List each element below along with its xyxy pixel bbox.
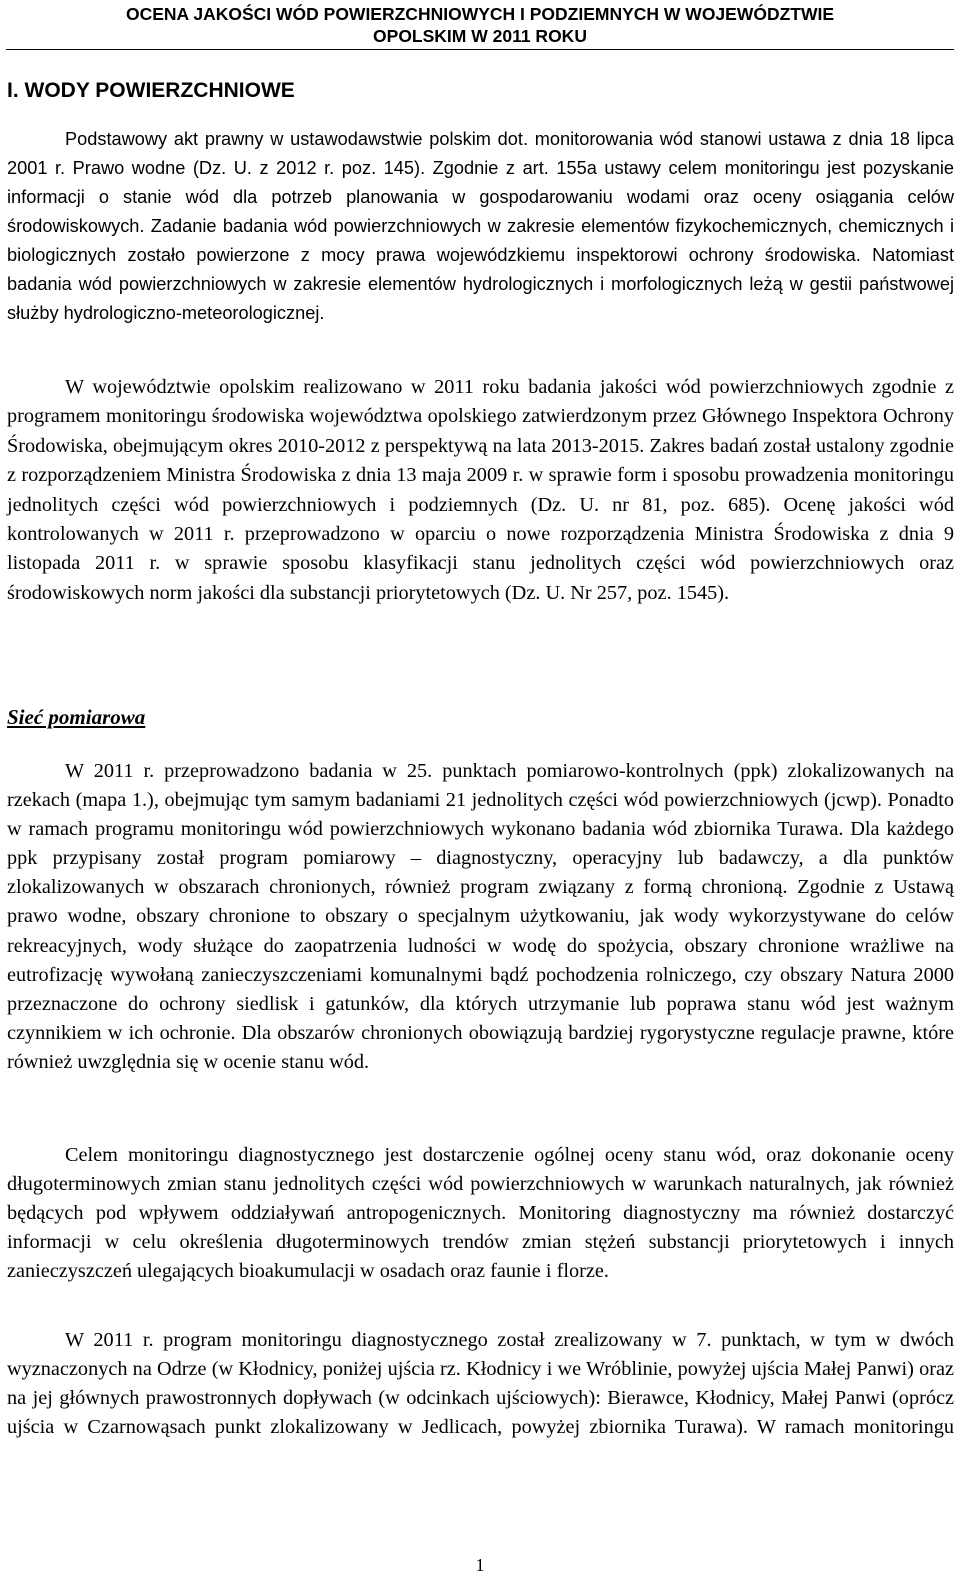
- section-heading: I. WODY POWIERZCHNIOWE: [7, 79, 295, 102]
- header-title-line-2: OPOLSKIM W 2011 ROKU: [373, 26, 587, 46]
- page-number: 1: [475, 1555, 485, 1575]
- paragraph-diagnostic-monitoring-points: W 2011 r. program monitoringu diagnostycznego został zrealizowany w 7. punktach, w tym w dwóch wyznaczonych na Odrze (w Kłodnicy, poniżej ujścia rz. Kłodnicy i we Wróblinie, powyżej ujścia Małej Panwi) oraz na jej głównych prawostronnych dopływach (w odcinkach ujściowych): Bierawce, Kłodnicy, Małej Panwi (oprócz ujścia w Czarnowąsach punkt zlokalizowany w Jedlicach, powyżej zbiornika Turawa). W ramach monitoringu: [7, 1329, 954, 1439]
- subheading-measurement-network: Sieć pomiarowa: [7, 705, 146, 729]
- paragraph-measurement-points: W 2011 r. przeprowadzono badania w 25. punktach pomiarowo-kontrolnych (ppk) zlokalizowanych na rzekach (mapa 1.), obejmując tym samym badaniami 21 jednolitych części wód powierzchniowych (jcwp). Ponadto w ramach programu monitoringu wód powierzchniowych wykonano badania wód zbiornika Turawa. Dla każdego ppk przypisany został program pomiarowy – diagnostyczny, operacyjny lub badawczy, a dla punktów zlokalizowanych w obszarach chronionych, również program związany z formą chronioną. Zgodnie z Ustawą prawo wodne, obszary chronione to obszary o specjalnym użytkowaniu, jak wody wykorzystywane do celów rekreacyjnych, wody służące do zaopatrzenia ludności w wodę do spożycia, obszary chronione wrażliwe na eutrofizację wywołaną zanieczyszczeniami komunalnymi bądź pochodzenia rolniczego, czy obszary Natura 2000 przeznaczone do ochrony siedlisk i gatunków, dla których utrzymanie lub poprawa stanu wód jest ważnym czynnikiem w ich ochronie. Dla obszarów chronionych obowiązują bardziej rygorystyczne regulacje prawne, które również uwzględnia się w ocenie stanu wód.: [7, 760, 954, 1073]
- document-header: [6, 3, 954, 50]
- paragraph-diagnostic-monitoring-goal: Celem monitoringu diagnostycznego jest dostarczenie ogólnej oceny stanu wód, oraz dokonanie oceny długoterminowych zmian stanu jednolitych części wód powierzchniowych w warunkach naturalnych, jak również będących pod wpływem oddziaływań antropogenicznych. Monitoring diagnostyczny ma również dostarczyć informacji w celu określenia długoterminowych trendów zmian stężeń substancji priorytetowych i innych zanieczyszczeń ulegających bioakumulacji w osadach oraz faunie i florze.: [7, 1144, 954, 1283]
- header-title-line-1: OCENA JAKOŚCI WÓD POWIERZCHNIOWYCH I PODZIEMNYCH W WOJEWÓDZTWIE: [125, 4, 835, 24]
- paragraph-monitoring-program: W województwie opolskim realizowano w 2011 roku badania jakości wód powierzchniowych zgodnie z programem monitoringu środowiska województwa opolskiego zatwierdzonym przez Głównego Inspektora Ochrony Środowiska, obejmującym okres 2010-2012 z perspektywą na lata 2013-2015. Zakres badań został ustalony zgodnie z rozporządzeniem Ministra Środowiska z dnia 13 maja 2009 r. w sprawie form i sposobu prowadzenia monitoringu jednolitych części wód powierzchniowych i podziemnych (Dz. U. nr 81, poz. 685). Ocenę jakości wód kontrolowanych w 2011 r. przeprowadzono w oparciu o nowe rozporządzenia Ministra Środowiska z dnia 9 listopada 2011 r. w sprawie sposobu klasyfikacji stanu jednolitych części wód powierzchniowych oraz środowiskowych norm jakości dla substancji priorytetowych (Dz. U. Nr 257, poz. 1545).: [7, 376, 954, 604]
- paragraph-legal-basis: Podstawowy akt prawny w ustawodawstwie polskim dot. monitorowania wód stanowi ustawa z dnia 18 lipca 2001 r. Prawo wodne (Dz. U. z 2012 r. poz. 145). Zgodnie z art. 155a ustawy celem monitoringu jest pozyskanie informacji o stanie wód dla potrzeb planowania w gospodarowaniu wodami oraz oceny osiągania celów środowiskowych. Zadanie badania wód powierzchniowych w zakresie elementów fizykochemicznych, chemicznych i biologicznych zostało powierzone z mocy prawa wojewódzkiemu inspektorowi ochrony środowiska. Natomiast badania wód powierzchniowych w zakresie elementów hydrologicznych i morfologicznych leżą w gestii państwowej służby hydrologiczno-meteorologicznej.: [7, 129, 954, 323]
